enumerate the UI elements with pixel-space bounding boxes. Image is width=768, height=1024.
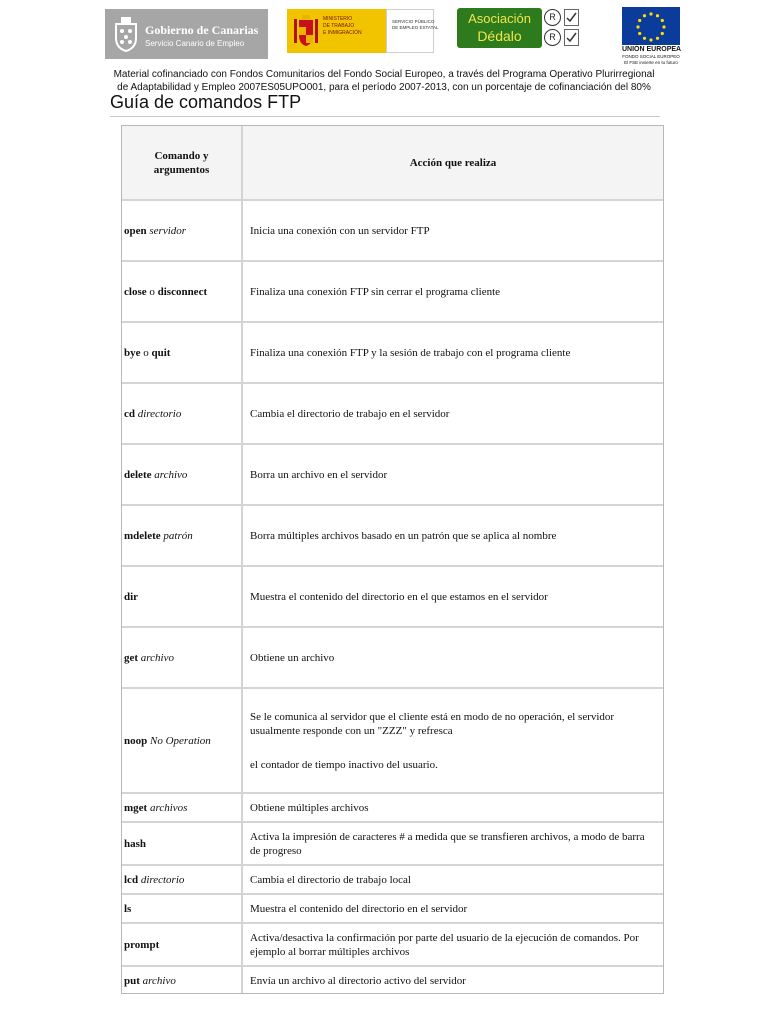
command-keyword: noop: [124, 734, 148, 747]
command-cell: [122, 445, 243, 506]
command-cell: [122, 866, 243, 895]
command-argument: servidor: [149, 224, 187, 237]
action-text: Finaliza una conexión FTP sin cerrar el programa cliente: [250, 285, 501, 298]
action-text: Borra un archivo en el servidor: [250, 468, 388, 481]
command-cell: [122, 628, 243, 689]
dedalo-word: Dédalo: [477, 28, 522, 44]
action-cell: [243, 506, 663, 567]
table-row: [122, 689, 663, 794]
spain-coat-of-arms-icon: [294, 15, 318, 47]
table-row: [122, 895, 663, 924]
action-cell: [243, 689, 663, 794]
command-cell: [122, 262, 243, 323]
table-row: [122, 967, 663, 994]
action-text: Cambia el directorio de trabajo local: [250, 873, 411, 886]
canarias-crest-icon: [113, 16, 139, 52]
command-conjunction: o: [143, 346, 149, 359]
table-header-row: [122, 126, 663, 201]
action-cell: [243, 445, 663, 506]
command-cell: [122, 384, 243, 445]
command-keyword: get: [124, 651, 139, 664]
action-cell: [243, 567, 663, 628]
command-cell: [122, 967, 243, 994]
command-argument: directorio: [137, 407, 182, 420]
eu-flag-icon: [622, 7, 680, 45]
ftp-commands-table: [122, 126, 663, 994]
command-conjunction: o: [149, 285, 155, 298]
action-text: Borra múltiples archivos basado en un patrón que se aplica al nombre: [250, 529, 557, 542]
ue-name: UNIÓN EUROPEA: [622, 46, 682, 53]
command-keyword: mdelete: [124, 529, 161, 542]
table-row: [122, 794, 663, 823]
command-argument: archivo: [154, 468, 188, 481]
gobierno-de-canarias-logo: [105, 9, 268, 59]
action-text: Obtiene un archivo: [250, 651, 335, 664]
table-row: [122, 384, 663, 445]
registered-seal-icon: R: [544, 29, 561, 46]
action-cell: [243, 967, 663, 994]
action-text: Muestra el contenido del directorio en el que estamos en el servidor: [250, 590, 548, 603]
header-command: [122, 126, 243, 201]
logo-band: [0, 0, 768, 66]
action-cell: [243, 628, 663, 689]
command-argument: archivo: [140, 651, 174, 664]
action-text: Envía un archivo al directorio activo del servidor: [250, 975, 466, 987]
asociacion-word: Asociación: [468, 11, 531, 26]
command-argument: No Operation: [150, 734, 211, 747]
action-text: Activa/desactiva la confirmación por parte del usuario de la ejecución de comandos. Por ejemplo al borrar múltiples archivos: [250, 931, 639, 958]
ministerio-trabajo-logo: [287, 9, 439, 53]
ministerio-name: MINISTERIO DE TRABAJO E INMIGRACIÓN: [323, 16, 362, 36]
action-text: Se le comunica al servidor que el cliente está en modo de no operación, el servidor usualmente responde con un "ZZZ" y refresca: [250, 710, 615, 737]
command-cell: [122, 689, 243, 794]
action-cell: [243, 924, 663, 967]
action-text: Finaliza una conexión FTP y la sesión de trabajo con el programa cliente: [250, 346, 571, 359]
command-keyword-alt: quit: [151, 346, 171, 359]
command-cell: [122, 895, 243, 924]
union-europea-logo: [622, 7, 680, 65]
action-cell: [243, 794, 663, 823]
command-keyword: delete: [124, 468, 152, 481]
sepe-name: SERVICIO PÚBLICO DE EMPLEO ESTATAL: [392, 19, 439, 30]
command-cell: [122, 201, 243, 262]
header-action-label: Acción que realiza: [409, 156, 497, 169]
funding-note: [0, 68, 768, 94]
table-row: [122, 924, 663, 967]
gobierno-subtitle: Servicio Canario de Empleo: [145, 39, 245, 48]
table-row: [122, 323, 663, 384]
asociacion-dedalo-box: [457, 8, 542, 48]
table-row: [122, 866, 663, 895]
table-row: [122, 201, 663, 262]
sepe-box: [386, 9, 439, 53]
command-argument: directorio: [140, 873, 185, 886]
funding-line-2: de Adaptabilidad y Empleo 2007ES05UPO001, para el período 2007-2013, con un porcentaje de cofinanciación del 80%: [117, 82, 651, 93]
table-row: [122, 445, 663, 506]
registered-seal-icon: R: [544, 9, 561, 26]
command-keyword: ls: [124, 902, 132, 915]
fse-slogan: El FSE invierte en tu futuro: [624, 60, 678, 65]
command-cell: [122, 924, 243, 967]
command-keyword: dir: [124, 590, 139, 603]
command-keyword: lcd: [124, 873, 139, 886]
asociacion-dedalo-logo: [457, 8, 584, 50]
command-keyword: close: [124, 285, 147, 298]
action-cell: [243, 823, 663, 866]
title-divider: [110, 116, 660, 117]
command-keyword: cd: [124, 407, 135, 420]
table-row: [122, 823, 663, 866]
table-row: [122, 262, 663, 323]
command-keyword: bye: [124, 346, 141, 359]
action-text: Muestra el contenido del directorio en el servidor: [250, 902, 468, 915]
action-text: Cambia el directorio de trabajo en el servidor: [250, 407, 450, 420]
funding-line-1: Material cofinanciado con Fondos Comunitarios del Fondo Social Europeo, a través del Programa Operativo Plurirregional: [113, 69, 655, 80]
table-row: [122, 628, 663, 689]
command-keyword: hash: [124, 837, 147, 850]
command-argument: archivos: [149, 801, 188, 814]
action-text-continued: el contador de tiempo inactivo del usuario.: [250, 758, 438, 771]
header-action: [243, 126, 663, 201]
command-argument: archivo: [142, 975, 176, 987]
fse-name: FONDO SOCIAL EUROPEO: [622, 54, 680, 59]
command-keyword-alt: disconnect: [157, 285, 208, 298]
certification-mark-icon: [564, 9, 579, 26]
action-cell: [243, 866, 663, 895]
action-text: Activa la impresión de caracteres # a medida que se transfieren archivos, a modo de barra de progreso: [250, 830, 645, 857]
command-cell: [122, 567, 243, 628]
table-row: [122, 567, 663, 628]
command-keyword: prompt: [124, 938, 160, 951]
command-cell: [122, 823, 243, 866]
ftp-commands-table-frame: [121, 125, 664, 994]
action-cell: [243, 262, 663, 323]
command-keyword: put: [124, 975, 140, 987]
action-cell: [243, 323, 663, 384]
header-command-label: Comando y argumentos: [153, 149, 210, 176]
gobierno-title: Gobierno de Canarias: [145, 23, 259, 37]
table-row: [122, 506, 663, 567]
action-text: Inicia una conexión con un servidor FTP: [250, 224, 430, 237]
action-cell: [243, 201, 663, 262]
action-cell: [243, 895, 663, 924]
command-keyword: mget: [124, 801, 148, 814]
command-argument: patrón: [163, 529, 193, 542]
command-keyword: open: [124, 224, 147, 237]
command-cell: [122, 794, 243, 823]
certification-mark-icon: [564, 29, 579, 46]
action-cell: [243, 384, 663, 445]
command-cell: [122, 323, 243, 384]
page-title: Guía de comandos FTP: [110, 92, 302, 112]
action-text: Obtiene múltiples archivos: [250, 801, 369, 814]
command-cell: [122, 506, 243, 567]
